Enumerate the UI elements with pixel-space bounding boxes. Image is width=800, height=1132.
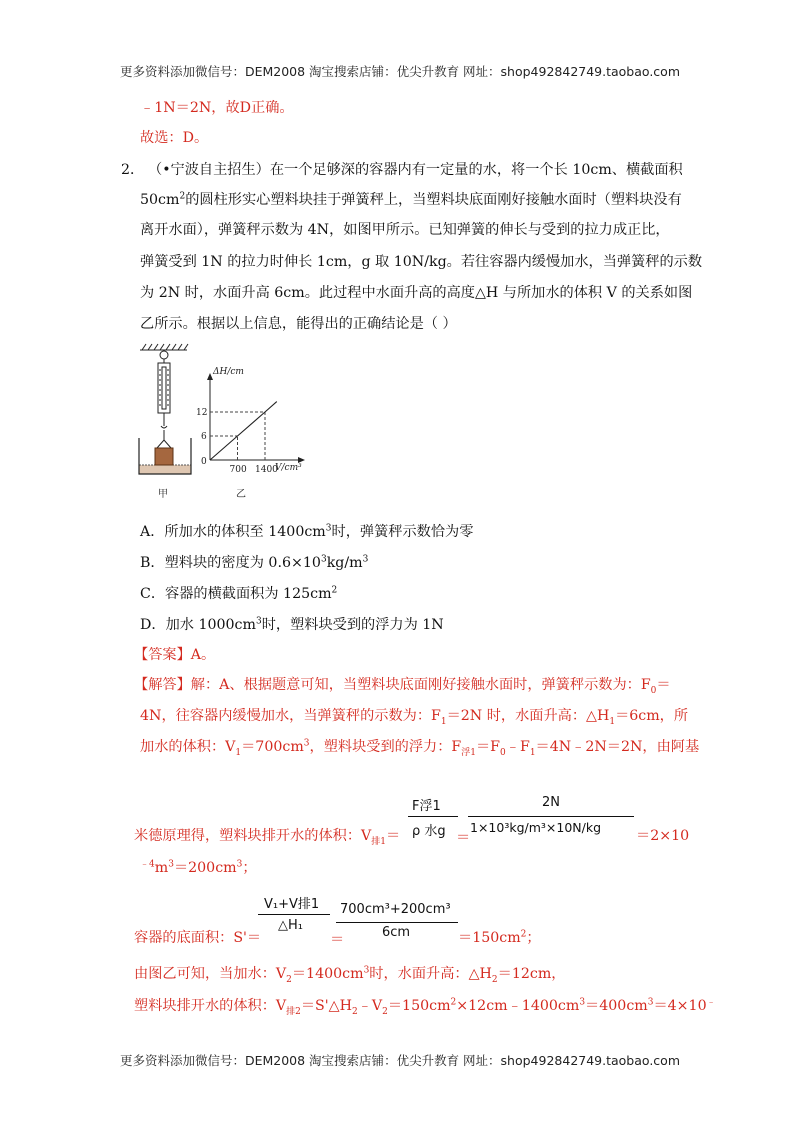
question-line-4: 弹簧受到 1N 的拉力时伸长 1cm，g 取 10N/kg。若往容器内缓慢加水，当弹簧秤的示数 — [140, 254, 703, 270]
equals-sign: ＝ — [456, 830, 471, 846]
prev-answer-choice: 故选：D。 — [140, 130, 209, 146]
prev-solution-line: ﹣1N＝2N，故D正确。 — [140, 100, 294, 116]
question-line-1: （•宁波自主招生）在一个足够深的容器内有一定量的水，将一个长 10cm、横截面积 — [148, 162, 683, 178]
label-yi: 乙 — [236, 489, 246, 500]
water-container-icon — [139, 438, 191, 474]
x-tick-label: 1400 — [255, 465, 278, 475]
answer: 【答案】A。 — [134, 647, 216, 663]
equals-sign-2: ＝ — [330, 932, 345, 948]
fraction-4-bar — [336, 922, 458, 923]
solution-line-2: 4N，往容器内缓慢加水，当弹簧秤的示数为：$F_1=2N$ 时，水面升高：$\triangle H_1=6cm$，所 — [140, 708, 689, 727]
option-a: A．所加水的体积至 $1400cm^3$时，弹簧秤示数恰为零 — [140, 523, 474, 540]
ceiling-hatch-icon — [140, 344, 188, 350]
fraction-3-denominator: △H₁ — [278, 918, 303, 933]
option-b: B．塑料块的密度为 $0.6\times 10^3kg/m^3$ — [140, 554, 369, 571]
option-c: C．容器的横截面积为 $125cm^2$ — [140, 585, 338, 602]
fraction-4-numerator: 700cm³+200cm³ — [340, 902, 451, 917]
fraction-1-numerator: F浮1 — [412, 799, 441, 814]
y-axis-label: ΔH/cm — [213, 367, 244, 377]
y-tick-label: 12 — [196, 408, 208, 418]
fraction-3-bar — [258, 914, 330, 915]
fraction-2-numerator: 2N — [542, 795, 560, 810]
question-line-6: 乙所示。根据以上信息，能得出的正确结论是（ ） — [140, 316, 457, 332]
solution-line-5: $^{﹣4}m^3=200cm^3$； — [140, 859, 257, 876]
graph-yi — [196, 367, 305, 475]
spring-balance-icon — [157, 351, 171, 448]
page-header: 更多资料添加微信号：DEM2008 淘宝搜索店铺：优尖升教育 网址：shop492842749.taobao.com — [119, 64, 681, 79]
question-line-5: 为 2N 时，水面升高 6cm。此过程中水面升高的高度△H 与所加水的体积 V 的关系如图 — [140, 285, 693, 301]
question-number: 2． — [121, 162, 145, 178]
series-line — [210, 402, 277, 460]
x-tick-label: 700 — [229, 465, 247, 475]
solution-line-6-result: $=150cm^2$； — [458, 929, 541, 946]
solution-line-4-result: ＝2×10 — [636, 828, 690, 844]
fraction-3-numerator: V₁+V排1 — [264, 897, 320, 912]
origin-label: 0 — [201, 457, 207, 467]
solution-line-4: 米德原理得，塑料块排开水的体积：$V_{排1}=$ — [134, 828, 401, 847]
x-axis-label: V/cm³ — [275, 463, 302, 473]
fraction-4-denominator: 6cm — [382, 925, 411, 940]
label-jia: 甲 — [158, 489, 168, 500]
solution-line-3: 加水的体积：$V_1=700cm^3$，塑料块受到的浮力：$F_{浮1}=F_0﹣F_1=4N﹣2N=2N$，由阿基 — [140, 738, 700, 758]
fraction-1-denominator: ρ 水g — [412, 824, 446, 839]
fraction-1-bar — [408, 816, 458, 817]
page-footer: 更多资料添加微信号：DEM2008 淘宝搜索店铺：优尖升教育 网址：shop492842749.taobao.com — [119, 1053, 681, 1068]
y-tick-label: 6 — [201, 432, 207, 442]
question-line-2: $50cm^2$的圆柱形实心塑料块挂于弹簧秤上，当塑料块底面刚好接触水面时（塑料块没有 — [140, 191, 682, 208]
question-line-3: 离开水面），弹簧秤示数为 4N，如图甲所示。已知弹簧的伸长与受到的拉力成正比， — [140, 222, 670, 238]
fraction-2-denominator: 1×10³kg/m³×10N/kg — [470, 820, 602, 835]
solution-line-8: 塑料块排开水的体积：$V_{排2}=S'\triangle H_2﹣V_2=150cm^2\times 12cm﹣1400cm^3=400cm^3=4\times 10^﹣$ — [134, 997, 716, 1017]
solution-line-6: 容器的底面积：S'＝ — [134, 930, 262, 946]
solution-line-7: 由图乙可知，当加水：$V_2=1400cm^3$时，水面升高：$\triangle H_2=12cm$， — [134, 965, 566, 985]
fraction-2-bar — [468, 816, 634, 817]
figure-jia-yi — [125, 340, 325, 505]
solution-line-1: 【解答】解：A、根据题意可知，当塑料块底面刚好接触水面时，弹簧秤示数为：$F_0=$ — [134, 677, 671, 696]
option-d: D．加水 $1000cm^3$时，塑料块受到的浮力为 1N — [140, 616, 444, 633]
